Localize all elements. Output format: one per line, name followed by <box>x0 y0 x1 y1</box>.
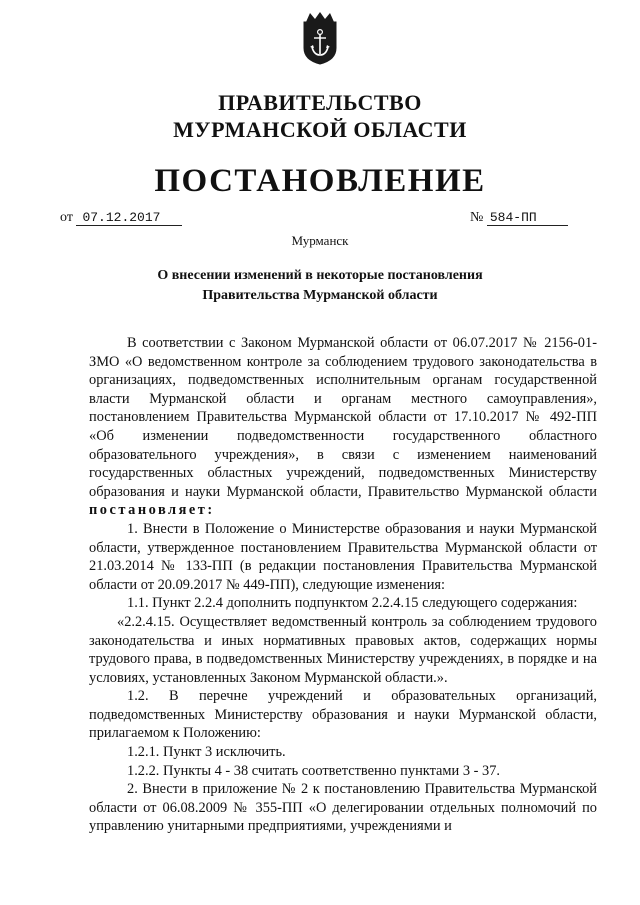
item-2-paragraph: 2. Внести в приложение № 2 к постановлению Правительства Мурманской области от 06.08.2009 № 355-ПП «О делегировании отдельных полномочий по управлению унитарными предприятиями, учреждениями и <box>89 781 597 835</box>
document-subject <box>90 266 550 306</box>
document-body <box>89 334 597 836</box>
resolves-word: постановляет: <box>89 502 215 519</box>
document-number: 584-ПП <box>487 210 568 226</box>
government-title-line2: МУРМАНСКОЙ ОБЛАСТИ <box>173 117 467 142</box>
date-prefix: от <box>60 210 73 225</box>
number-prefix: № <box>470 210 484 225</box>
item-1-2-paragraph: 1.2. В перечне учреждений и образовательных организаций, подведомственных Министерству образования и науки Мурманской области, прилагаемом к Положению: <box>89 688 597 742</box>
subject-line2: Правительства Мурманской области <box>202 288 438 303</box>
anchor-emblem-icon <box>298 10 342 66</box>
item-1-1-paragraph: 1.1. Пункт 2.2.4 дополнить подпунктом 2.2.4.15 следующего содержания: <box>127 595 578 612</box>
document-date: 07.12.2017 <box>76 210 182 226</box>
document-type-title: ПОСТАНОВЛЕНИЕ <box>154 163 486 199</box>
item-1-2-1-paragraph: 1.2.1. Пункт 3 исключить. <box>127 744 286 761</box>
item-1-1-quote-paragraph: «2.2.4.15. Осуществляет ведомственный контроль за соблюдением трудового законодательства и иных нормативных правовых актов, содержащих нормы трудового права, в подведомственных Министерству учреждениях, в порядке и на условиях, установленных Законом Мурманской области.». <box>89 613 597 686</box>
government-title-line1: ПРАВИТЕЛЬСТВО <box>218 90 422 115</box>
item-1-2-2-paragraph: 1.2.2. Пункты 4 - 38 считать соответственно пунктами 3 - 37. <box>127 762 500 779</box>
subject-line1: О внесении изменений в некоторые постановления <box>157 268 483 283</box>
document-date-line <box>60 210 182 226</box>
city-name: Мурманск <box>291 233 349 248</box>
coat-of-arms-emblem <box>298 10 342 66</box>
document-number-line <box>470 210 568 226</box>
preamble-text: В соответствии с Законом Мурманской области от 06.07.2017 № 2156-01-ЗМО «О ведомственном контроле за соблюдением трудового законодательства в организациях, подведомственных исполнительным органам государственной власти Мурманской области и органам местного самоуправления», постановлением Правительства Мурманской области от 17.10.2017 № 492-ПП «Об изменении подведомственности государственного областного образовательного учреждения», в связи с изменением наименований государственных областных учреждений, подведомственных Министерству образования и науки Мурманской области, Правительство Мурманской области <box>89 335 597 500</box>
preamble-paragraph <box>89 334 597 520</box>
item-1-paragraph: 1. Внести в Положение о Министерстве образования и науки Мурманской области, утвержденное постановлением Правительства Мурманской области от 21.03.2014 № 133-ПП (в редакции постановления Правительства Мурманской области от 20.09.2017 № 449-ПП), следующие изменения: <box>89 520 597 593</box>
